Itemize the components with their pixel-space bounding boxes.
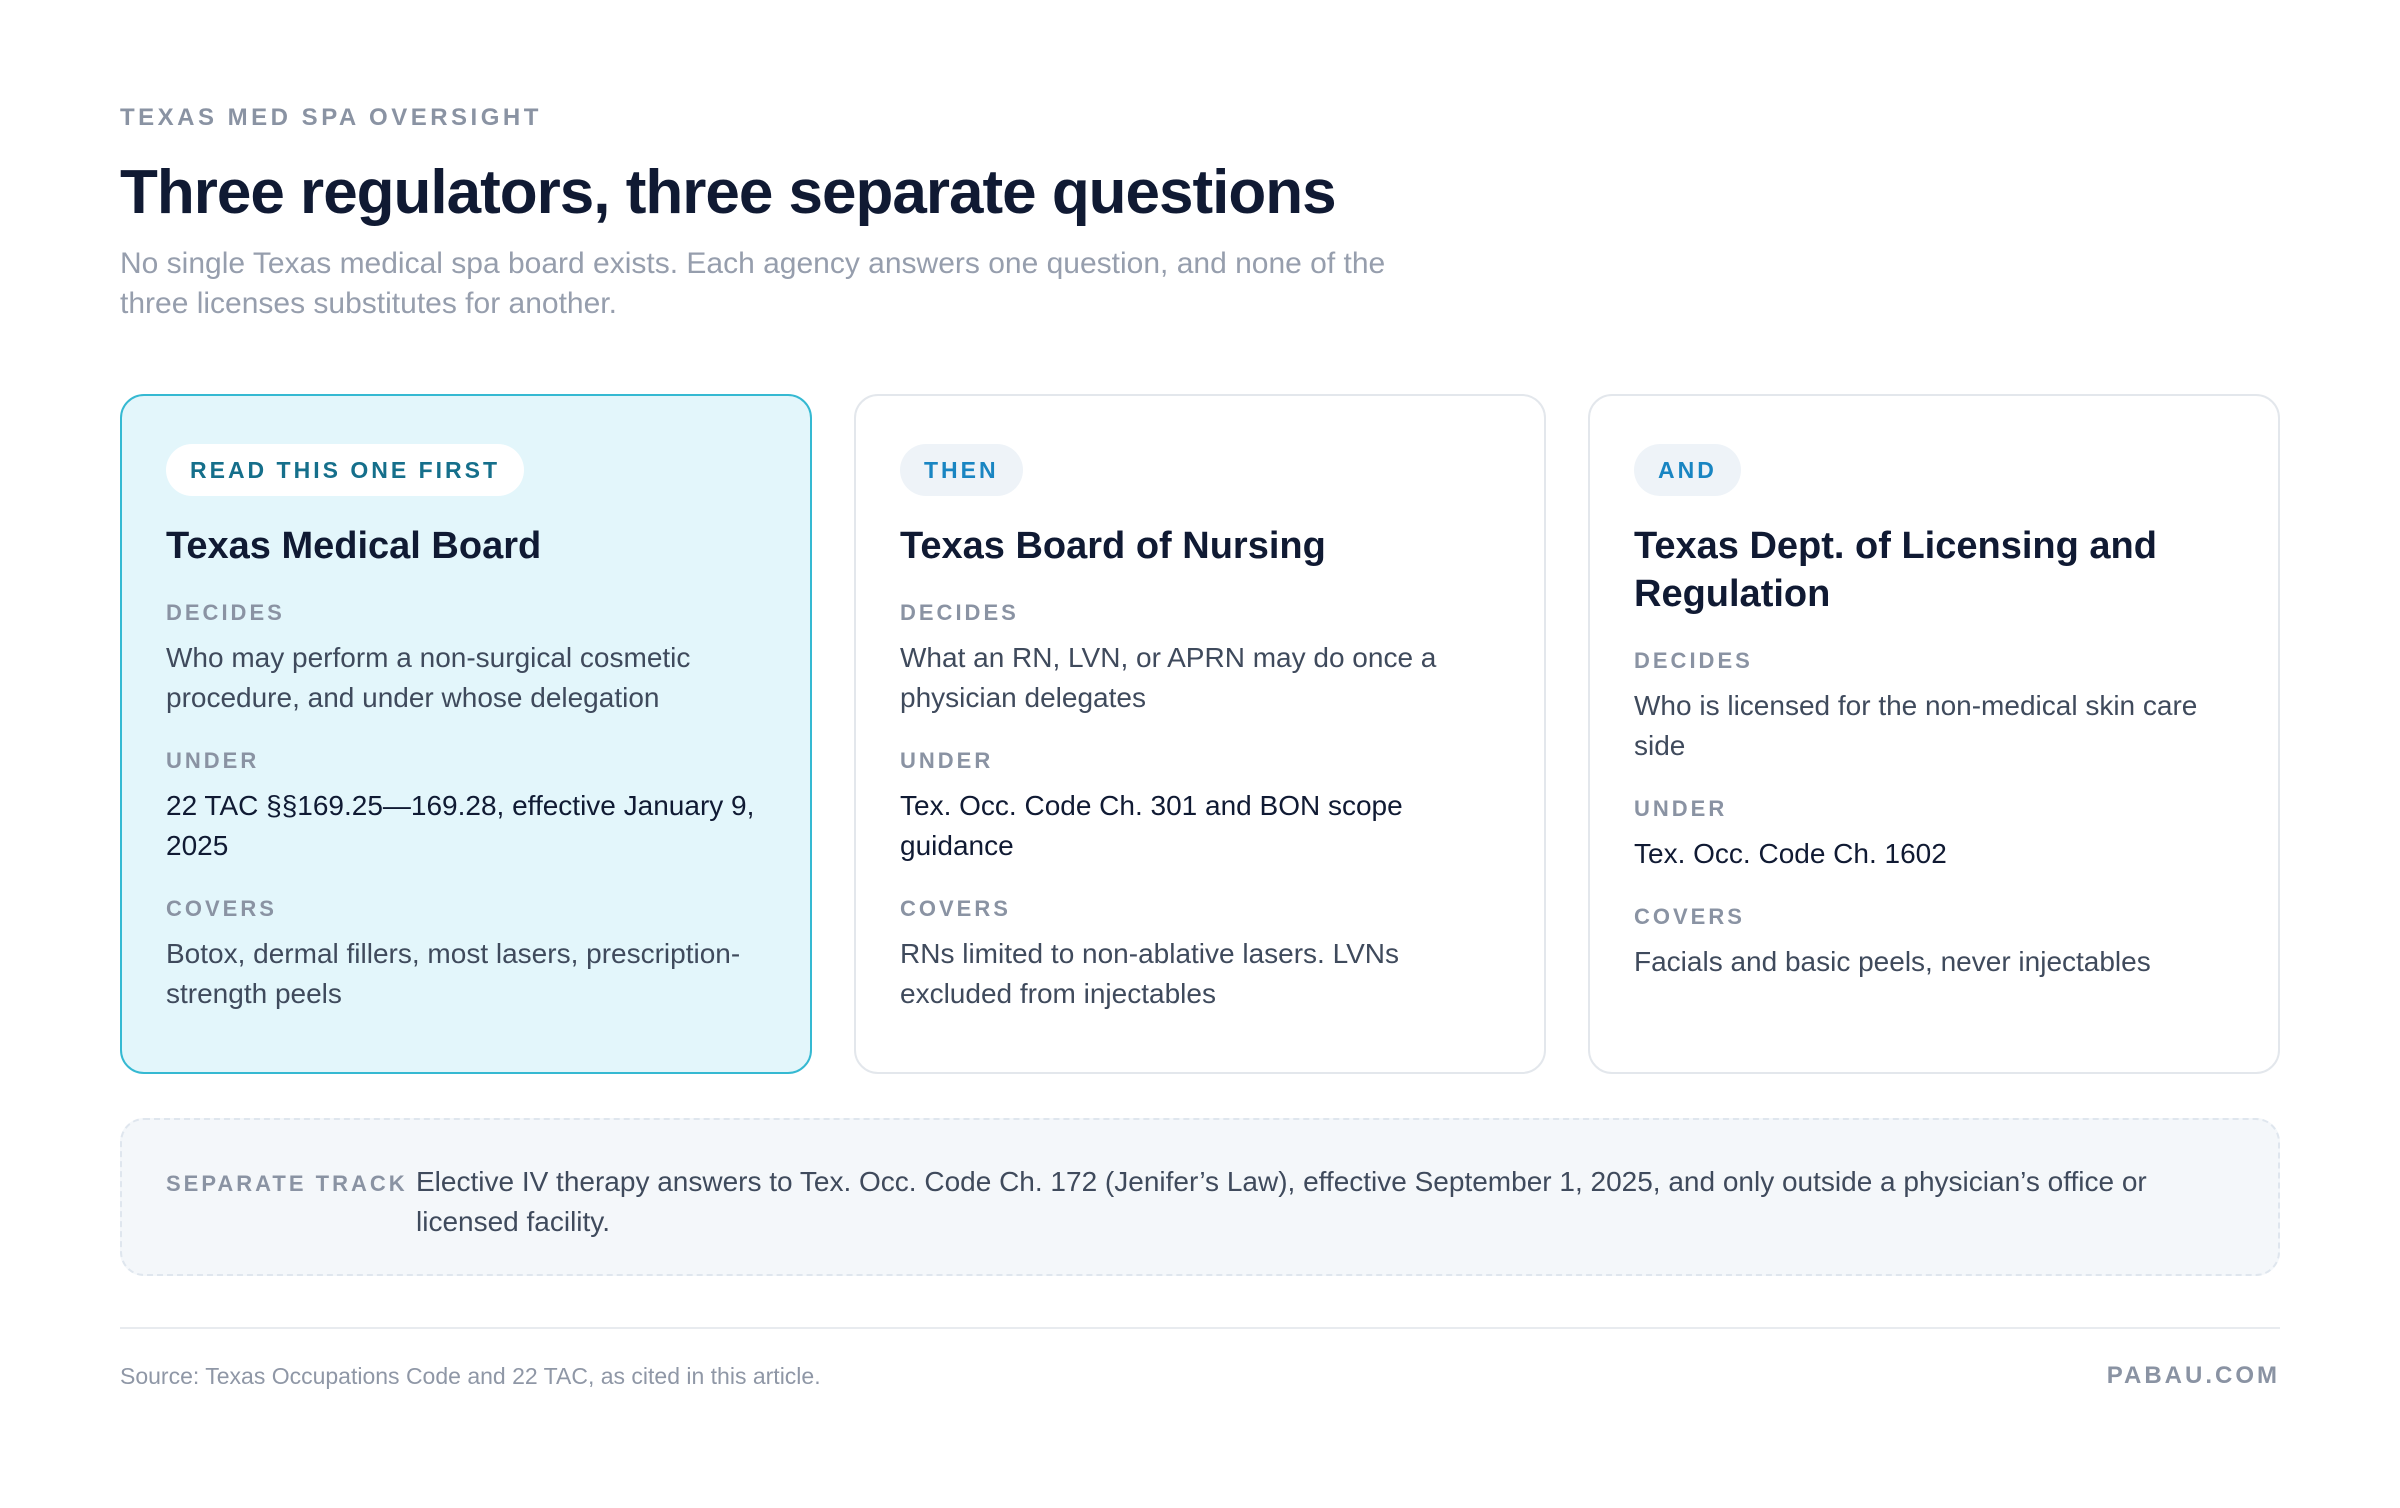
under-value: Tex. Occ. Code Ch. 301 and BON scope guidance [900,790,1403,861]
card-title: Texas Dept. of Licensing and Regulation [1634,525,2157,615]
decides-label: DECIDES [900,600,1019,625]
page-subtitle: No single Texas medical spa board exists. Each agency answers one question, and none of the three licenses substitutes for another. [120,247,1386,320]
decides-value: Who is licensed for the non-medical skin care side [1634,690,2198,761]
decides-value: What an RN, LVN, or APRN may do once a physician delegates [900,642,1437,713]
covers-label: COVERS [1634,904,1745,929]
decides-label: DECIDES [1634,648,1753,673]
card-badge: AND [1634,444,1741,496]
separate-track-label: SEPARATE TRACK [166,1171,408,1196]
eyebrow: TEXAS MED SPA OVERSIGHT [120,104,542,131]
footer-divider [120,1327,2280,1329]
card-badge: READ THIS ONE FIRST [166,444,524,496]
covers-value: RNs limited to non-ablative lasers. LVNs excluded from injectables [900,938,1400,1009]
decides-value: Who may perform a non-surgical cosmetic procedure, and under whose delegation [166,642,691,713]
covers-value: Botox, dermal fillers, most lasers, prescription-strength peels [166,938,741,1009]
card-texas-board-of-nursing [854,394,1546,1074]
card-texas-dept-of-licensing [1588,394,2280,1074]
card-badge: THEN [900,444,1023,496]
covers-label: COVERS [900,896,1011,921]
under-value: Tex. Occ. Code Ch. 1602 [1634,838,1947,869]
decides-label: DECIDES [166,600,285,625]
page-title: Three regulators, three separate questions [120,158,1336,227]
regulator-cards [120,394,2280,1074]
covers-value: Facials and basic peels, never injectables [1634,946,2151,977]
separate-track-callout [120,1118,2280,1276]
under-label: UNDER [166,748,260,773]
covers-label: COVERS [166,896,277,921]
card-title: Texas Medical Board [166,525,542,567]
source-note: Source: Texas Occupations Code and 22 TAC, as cited in this article. [120,1363,821,1389]
under-value: 22 TAC §§169.25—169.28, effective January 9, 2025 [166,790,755,861]
card-title: Texas Board of Nursing [900,525,1326,567]
separate-track-text: Elective IV therapy answers to Tex. Occ. Code Ch. 172 (Jenifer’s Law), effective September 1, 2025, and only outside a physician’s office or licensed facility. [416,1166,2147,1237]
brand-mark: PABAU.COM [2106,1362,2280,1389]
card-texas-medical-board [120,394,812,1074]
under-label: UNDER [1634,796,1728,821]
under-label: UNDER [900,748,994,773]
